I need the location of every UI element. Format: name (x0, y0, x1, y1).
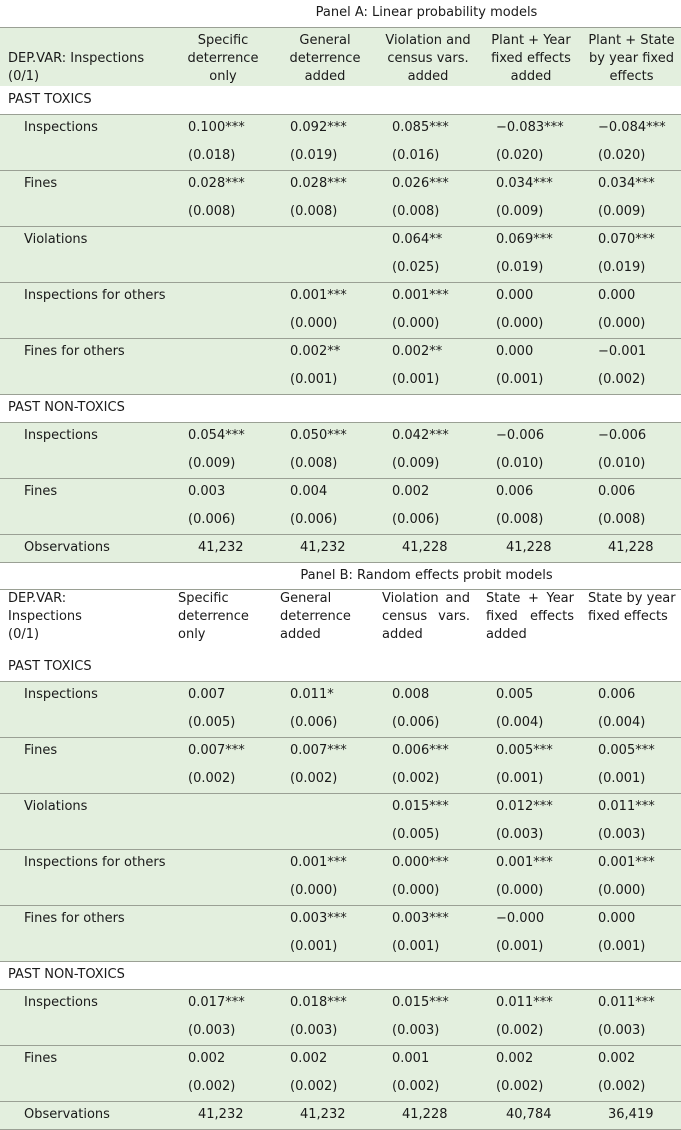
coef-cell: 0.092*** (274, 114, 376, 142)
coef-cell: 0.002 (274, 1045, 376, 1073)
coef-cell: 0.017*** (172, 989, 274, 1017)
se-cell (274, 821, 376, 849)
se-cell: (0.019) (480, 254, 582, 282)
section-label: PAST NON-TOXICS (0, 394, 172, 422)
se-cell: (0.003) (274, 1017, 376, 1045)
row-label: Inspections (0, 989, 172, 1017)
se-cell: (0.006) (274, 709, 376, 737)
coef-cell: 0.007*** (172, 737, 274, 765)
coef-cell: 0.005 (480, 681, 582, 709)
se-cell: (0.000) (376, 877, 480, 905)
blank-cell (0, 765, 172, 793)
coef-cell: 0.018*** (274, 989, 376, 1017)
coef-cell: 0.034*** (480, 170, 582, 198)
se-cell: (0.001) (376, 933, 480, 961)
se-cell: (0.002) (376, 765, 480, 793)
se-cell: (0.019) (274, 142, 376, 170)
blank-cell (480, 653, 582, 681)
column-header-text: State by year fixed effects (588, 590, 676, 624)
observations-cell: 41,228 (582, 534, 681, 562)
column-header-text: Specific deterrence only (178, 590, 249, 642)
se-cell: (0.004) (582, 709, 681, 737)
row-label: Fines (0, 170, 172, 198)
coef-row (0, 849, 681, 877)
se-cell (172, 877, 274, 905)
coef-cell: 0.006 (582, 478, 681, 506)
row-label: Fines for others (0, 338, 172, 366)
blank-cell (582, 394, 681, 422)
blank-cell (0, 821, 172, 849)
coef-cell: 0.011*** (582, 989, 681, 1017)
se-cell: (0.002) (480, 1017, 582, 1045)
coef-cell: 0.034*** (582, 170, 681, 198)
column-header (376, 589, 480, 653)
column-header: Plant + State by year fixed effects (582, 27, 681, 86)
coef-cell: 0.001*** (274, 282, 376, 310)
se-cell: (0.000) (582, 877, 681, 905)
coef-cell: 0.000 (480, 282, 582, 310)
coef-cell: 0.004 (274, 478, 376, 506)
coef-row (0, 170, 681, 198)
coef-cell: 0.006*** (376, 737, 480, 765)
coef-cell: 0.002** (376, 338, 480, 366)
column-header (582, 589, 681, 653)
observations-cell: 41,228 (376, 1101, 480, 1129)
se-row (0, 450, 681, 478)
coef-cell (274, 793, 376, 821)
coef-cell: 0.002 (376, 478, 480, 506)
blank-cell (274, 86, 376, 114)
se-cell: (0.003) (376, 1017, 480, 1045)
row-label: Violations (0, 226, 172, 254)
se-cell: (0.008) (274, 450, 376, 478)
coef-cell: 0.026*** (376, 170, 480, 198)
column-header (274, 589, 376, 653)
se-row (0, 821, 681, 849)
blank-cell (0, 709, 172, 737)
coef-cell (172, 849, 274, 877)
blank-cell (480, 86, 582, 114)
blank-cell (274, 394, 376, 422)
observations-label: Observations (0, 534, 172, 562)
column-header: Violation and census vars. added (376, 27, 480, 86)
blank-cell (376, 394, 480, 422)
column-header (172, 589, 274, 653)
observations-cell: 41,232 (172, 1101, 274, 1129)
observations-cell: 41,228 (376, 534, 480, 562)
coef-row (0, 681, 681, 709)
blank-cell (0, 450, 172, 478)
row-label: Violations (0, 793, 172, 821)
column-header-row (0, 589, 681, 653)
se-row (0, 877, 681, 905)
se-cell: (0.004) (480, 709, 582, 737)
observations-row (0, 1101, 681, 1129)
se-cell (172, 933, 274, 961)
coef-cell: −0.001 (582, 338, 681, 366)
blank-cell (0, 562, 172, 589)
dep-var-label: DEP.VAR: Inspections (0/1) (0, 27, 172, 86)
blank-cell (172, 653, 274, 681)
se-cell: (0.019) (582, 254, 681, 282)
blank-cell (172, 961, 274, 989)
coef-cell (172, 793, 274, 821)
se-cell: (0.001) (376, 366, 480, 394)
se-cell: (0.001) (582, 933, 681, 961)
coef-cell: 0.003*** (274, 905, 376, 933)
blank-cell (0, 0, 172, 27)
coef-cell: 0.042*** (376, 422, 480, 450)
column-header-row (0, 27, 681, 86)
se-cell: (0.003) (172, 1017, 274, 1045)
blank-cell (0, 198, 172, 226)
se-cell: (0.001) (480, 933, 582, 961)
coef-cell: 0.012*** (480, 793, 582, 821)
coef-cell: 0.050*** (274, 422, 376, 450)
coef-cell: 0.000 (582, 905, 681, 933)
se-cell: (0.020) (582, 142, 681, 170)
observations-cell: 41,232 (274, 534, 376, 562)
coef-row (0, 478, 681, 506)
se-cell: (0.001) (480, 366, 582, 394)
row-label: Fines (0, 478, 172, 506)
se-cell: (0.003) (480, 821, 582, 849)
se-cell: (0.003) (582, 821, 681, 849)
coef-cell: 0.003 (172, 478, 274, 506)
blank-cell (0, 1017, 172, 1045)
coef-cell: 0.001*** (274, 849, 376, 877)
column-header (480, 589, 582, 653)
se-row (0, 1017, 681, 1045)
coef-cell: 0.028*** (274, 170, 376, 198)
se-cell: (0.000) (480, 877, 582, 905)
se-cell: (0.008) (376, 198, 480, 226)
se-row (0, 198, 681, 226)
coef-row (0, 1045, 681, 1073)
se-cell (172, 821, 274, 849)
se-cell: (0.002) (274, 765, 376, 793)
coef-cell: −0.000 (480, 905, 582, 933)
blank-cell (582, 86, 681, 114)
se-cell: (0.000) (274, 877, 376, 905)
dep-var-label (0, 589, 172, 653)
se-cell: (0.002) (172, 1073, 274, 1101)
se-cell: (0.002) (582, 1073, 681, 1101)
se-cell (172, 366, 274, 394)
se-cell: (0.009) (376, 450, 480, 478)
row-label: Fines (0, 1045, 172, 1073)
se-cell: (0.000) (582, 310, 681, 338)
panel-title-row (0, 562, 681, 589)
blank-cell (0, 877, 172, 905)
column-header-text: State + Year fixed effects added (486, 590, 574, 642)
se-cell: (0.009) (172, 450, 274, 478)
coef-cell: 0.028*** (172, 170, 274, 198)
observations-cell: 41,232 (274, 1101, 376, 1129)
observations-cell: 41,232 (172, 534, 274, 562)
se-cell: (0.020) (480, 142, 582, 170)
se-cell: (0.005) (172, 709, 274, 737)
row-label: Inspections (0, 114, 172, 142)
coef-row (0, 905, 681, 933)
blank-cell (480, 394, 582, 422)
se-cell: (0.008) (274, 198, 376, 226)
se-cell: (0.000) (480, 310, 582, 338)
coef-cell: 0.002 (172, 1045, 274, 1073)
se-row (0, 142, 681, 170)
coef-cell: 0.001*** (480, 849, 582, 877)
coef-row (0, 989, 681, 1017)
coef-row (0, 338, 681, 366)
row-label: Fines for others (0, 905, 172, 933)
se-cell: (0.002) (480, 1073, 582, 1101)
coef-cell: 0.011* (274, 681, 376, 709)
se-cell: (0.006) (376, 506, 480, 534)
coef-cell: 0.006 (480, 478, 582, 506)
column-header: General deterrence added (274, 27, 376, 86)
panel-title: Panel B: Random effects probit models (172, 562, 681, 589)
coef-cell: 0.002 (582, 1045, 681, 1073)
se-cell: (0.005) (376, 821, 480, 849)
coef-cell: 0.007 (172, 681, 274, 709)
se-cell: (0.025) (376, 254, 480, 282)
observations-cell: 36,419 (582, 1101, 681, 1129)
se-cell: (0.001) (582, 765, 681, 793)
blank-cell (582, 961, 681, 989)
column-header-text: Violation and census vars. added (382, 590, 470, 642)
se-cell: (0.010) (480, 450, 582, 478)
se-row (0, 310, 681, 338)
se-cell: (0.002) (376, 1073, 480, 1101)
se-row (0, 1073, 681, 1101)
coef-cell: 0.008 (376, 681, 480, 709)
section-label: PAST NON-TOXICS (0, 961, 172, 989)
se-row (0, 709, 681, 737)
se-cell: (0.001) (274, 933, 376, 961)
coef-cell: 0.100*** (172, 114, 274, 142)
blank-cell (274, 961, 376, 989)
dep-var-text: DEP.VAR: Inspections (0/1) (8, 590, 82, 642)
coef-cell: 0.005*** (480, 737, 582, 765)
coef-cell: −0.006 (480, 422, 582, 450)
se-cell (172, 310, 274, 338)
blank-cell (0, 506, 172, 534)
coef-cell: 0.000*** (376, 849, 480, 877)
coef-cell: 0.054*** (172, 422, 274, 450)
section-label: PAST TOXICS (0, 86, 172, 114)
se-row (0, 765, 681, 793)
section-row (0, 394, 681, 422)
panel-title-row (0, 0, 681, 27)
coef-cell (172, 282, 274, 310)
se-cell: (0.006) (274, 506, 376, 534)
se-cell: (0.006) (172, 506, 274, 534)
blank-cell (376, 961, 480, 989)
coef-row (0, 114, 681, 142)
section-label: PAST TOXICS (0, 653, 172, 681)
row-label: Inspections for others (0, 849, 172, 877)
se-cell: (0.008) (582, 506, 681, 534)
coef-cell: −0.084*** (582, 114, 681, 142)
row-label: Inspections (0, 681, 172, 709)
coef-row (0, 737, 681, 765)
se-row (0, 933, 681, 961)
se-cell: (0.002) (172, 765, 274, 793)
observations-cell: 40,784 (480, 1101, 582, 1129)
se-cell: (0.018) (172, 142, 274, 170)
blank-cell (274, 653, 376, 681)
coef-cell: 0.002** (274, 338, 376, 366)
blank-cell (0, 142, 172, 170)
se-row (0, 254, 681, 282)
coef-cell: 0.001*** (376, 282, 480, 310)
blank-cell (0, 933, 172, 961)
coef-cell: −0.006 (582, 422, 681, 450)
coef-cell: 0.003*** (376, 905, 480, 933)
coef-cell (274, 226, 376, 254)
section-row (0, 961, 681, 989)
column-header-text: General deterrence added (280, 590, 351, 642)
se-cell: (0.001) (274, 366, 376, 394)
se-cell: (0.010) (582, 450, 681, 478)
coef-row (0, 226, 681, 254)
coef-cell: 0.069*** (480, 226, 582, 254)
coef-cell: 0.002 (480, 1045, 582, 1073)
row-label: Inspections (0, 422, 172, 450)
se-cell: (0.016) (376, 142, 480, 170)
se-row (0, 506, 681, 534)
coef-cell: 0.007*** (274, 737, 376, 765)
coef-cell (172, 338, 274, 366)
se-cell: (0.002) (274, 1073, 376, 1101)
section-row (0, 86, 681, 114)
se-cell: (0.000) (376, 310, 480, 338)
blank-cell (376, 86, 480, 114)
coef-cell: 0.005*** (582, 737, 681, 765)
coef-cell: 0.085*** (376, 114, 480, 142)
observations-label: Observations (0, 1101, 172, 1129)
row-label: Fines (0, 737, 172, 765)
se-cell: (0.009) (480, 198, 582, 226)
coef-cell (172, 905, 274, 933)
panel-title: Panel A: Linear probability models (172, 0, 681, 27)
blank-cell (0, 1073, 172, 1101)
observations-cell: 41,228 (480, 534, 582, 562)
blank-cell (480, 961, 582, 989)
coef-cell: 0.001*** (582, 849, 681, 877)
se-cell (172, 254, 274, 282)
blank-cell (0, 366, 172, 394)
coef-cell: 0.064** (376, 226, 480, 254)
se-cell: (0.002) (582, 366, 681, 394)
observations-row (0, 534, 681, 562)
column-header: Plant + Year fixed effects added (480, 27, 582, 86)
coef-cell: 0.011*** (480, 989, 582, 1017)
blank-cell (172, 394, 274, 422)
coef-cell: 0.006 (582, 681, 681, 709)
coef-row (0, 793, 681, 821)
coef-cell: 0.011*** (582, 793, 681, 821)
coef-cell: 0.000 (480, 338, 582, 366)
blank-cell (376, 653, 480, 681)
se-cell: (0.008) (172, 198, 274, 226)
coef-cell: −0.083*** (480, 114, 582, 142)
coef-cell: 0.000 (582, 282, 681, 310)
se-cell: (0.009) (582, 198, 681, 226)
se-cell: (0.008) (480, 506, 582, 534)
coef-row (0, 422, 681, 450)
blank-cell (172, 86, 274, 114)
blank-cell (0, 254, 172, 282)
coef-cell: 0.001 (376, 1045, 480, 1073)
column-header: Specific deterrence only (172, 27, 274, 86)
coef-row (0, 282, 681, 310)
se-cell (274, 254, 376, 282)
se-cell: (0.001) (480, 765, 582, 793)
blank-cell (582, 653, 681, 681)
blank-cell (0, 310, 172, 338)
se-cell: (0.003) (582, 1017, 681, 1045)
se-cell: (0.006) (376, 709, 480, 737)
coef-cell: 0.015*** (376, 989, 480, 1017)
coef-cell (172, 226, 274, 254)
se-cell: (0.000) (274, 310, 376, 338)
se-row (0, 366, 681, 394)
coef-cell: 0.070*** (582, 226, 681, 254)
section-row (0, 653, 681, 681)
row-label: Inspections for others (0, 282, 172, 310)
coef-cell: 0.015*** (376, 793, 480, 821)
